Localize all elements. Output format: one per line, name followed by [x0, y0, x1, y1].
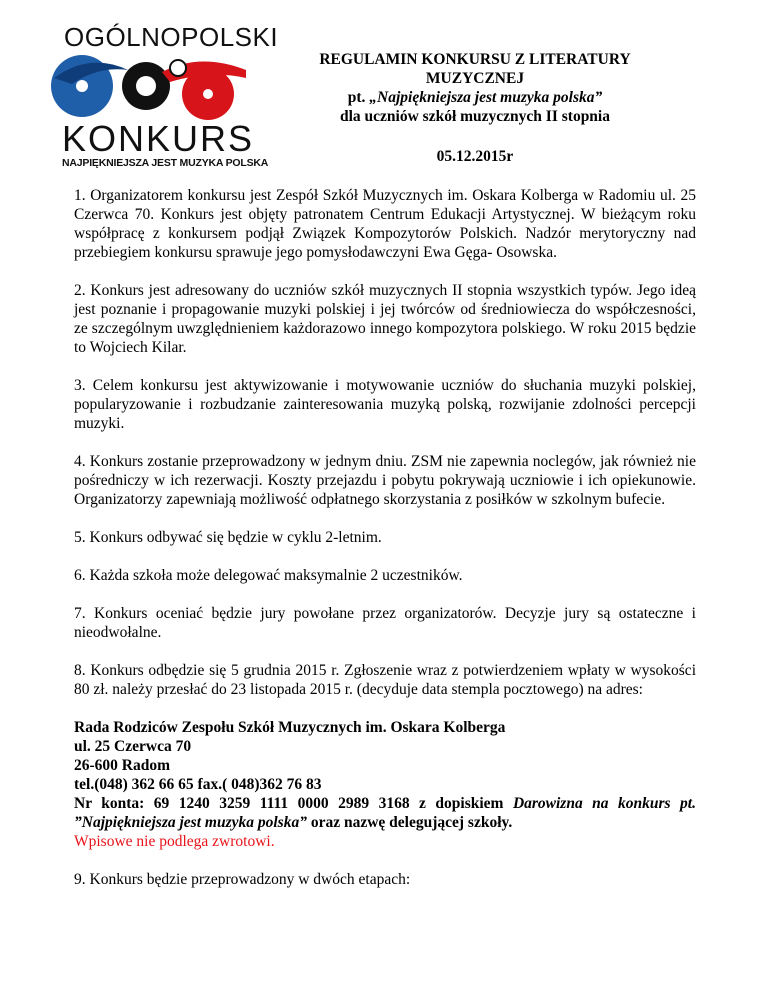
logo-subtitle: NAJPIĘKNIEJSZA JEST MUZYKA POLSKA: [62, 157, 269, 169]
document-date: 05.12.2015r: [436, 148, 514, 165]
header-line-3-prefix: pt.: [347, 89, 370, 106]
address-line-2: ul. 25 Czerwca 70: [74, 738, 192, 755]
header-line-3: [270, 88, 680, 107]
contest-logo: [50, 22, 279, 172]
address-line-3: 26-600 Radom: [74, 757, 171, 774]
logo-blue-disc-hole: [76, 80, 88, 92]
paragraph-1: 1. Organizatorem konkursu jest Zespół Szkół Muzycznych im. Oskara Kolberga w Radomiu ul. 25 Czerwca 70. Konkurs jest objęty patronatem Centrum Edukacji Artystycznej. W bieżącym roku współpracę z konkursem podjął Związek Kompozytorów Polskich. Nadzór merytoryczny nad przebiegiem konkursu sprawuje jego pomysłodawczyni Ewa Gęga- Osowska.: [74, 187, 696, 261]
logo-top-text: OGÓLNOPOLSKI: [64, 22, 279, 52]
paragraph-3: 3. Celem konkursu jest aktywizowanie i motywowanie uczniów do słuchania muzyki polskiej, popularyzowanie i rozbudzanie zainteresowania muzyką polską, rozwijanie zdolności percepcji muzyki.: [74, 377, 696, 432]
contest-title: „Najpiękniejsza jest muzyka polska”: [369, 89, 603, 106]
header-line-1: REGULAMIN KONKURSU Z LITERATURY: [319, 51, 631, 68]
logo-black-disc-inner: [136, 76, 156, 96]
header-line-2: MUZYCZNEJ: [425, 70, 525, 87]
logo-white-note: [170, 60, 186, 76]
address-phone: tel.(048) 362 66 65 fax.( 048)362 76 83: [74, 776, 322, 793]
paragraph-8: 8. Konkurs odbędzie się 5 grudnia 2015 r. Zgłoszenie wraz z potwierdzeniem wpłaty w wysokości 80 zł. należy przesłać do 23 listopada 2015 r. (decyduje data stempla pocztowego) na adres:: [74, 662, 696, 698]
paragraph-9: 9. Konkurs będzie przeprowadzony w dwóch etapach:: [74, 871, 411, 888]
account-suffix: oraz nazwę delegującej szkoły.: [306, 814, 513, 831]
header-line-4: dla uczniów szkół muzycznych II stopnia: [340, 108, 610, 125]
document-body: [74, 186, 696, 908]
address-block: [74, 718, 696, 851]
paragraph-4: 4. Konkurs zostanie przeprowadzony w jednym dniu. ZSM nie zapewnia noclegów, jak również nie pośredniczy w ich rezerwacji. Koszty przejazdu i pobytu pokrywają uczniowie i ich opiekunowie. Organizatorzy zapewniają możliwość odpłatnego skorzystania z posiłków w szkolnym bufecie.: [74, 453, 696, 508]
paragraph-2: 2. Konkurs jest adresowany do uczniów szkół muzycznych II stopnia wszystkich typów. Jego ideą jest poznanie i propagowanie muzyki polskiej i jej twórców od średniowiecza do współczesności, ze szczególnym uwzględnieniem każdorazowo innego kompozytora polskiego. W roku 2015 będzie to Wojciech Kilar.: [74, 282, 696, 356]
document-header: [270, 50, 680, 126]
address-line-1: Rada Rodziców Zespołu Szkół Muzycznych im. Oskara Kolberga: [74, 719, 506, 736]
paragraph-5: 5. Konkurs odbywać się będzie w cyklu 2-letnim.: [74, 529, 382, 546]
logo-graphic: [50, 48, 250, 122]
refund-note: Wpisowe nie podlega zwrotowi.: [74, 833, 275, 850]
account-number: Nr konta: 69 1240 3259 1111 0000 2989 3168 z dopiskiem: [74, 795, 513, 812]
logo-red-disc-hole: [203, 89, 213, 99]
logo-big-text: KONKURS: [62, 118, 255, 159]
paragraph-6: 6. Każda szkoła może delegować maksymalnie 2 uczestników.: [74, 567, 463, 584]
paragraph-7: 7. Konkurs oceniać będzie jury powołane przez organizatorów. Decyzje jury są ostateczne i nieodwołalne.: [74, 605, 696, 641]
account-note: Darowizna na konkurs pt. ”Najpiękniejsza jest muzyka polska”: [74, 795, 696, 831]
